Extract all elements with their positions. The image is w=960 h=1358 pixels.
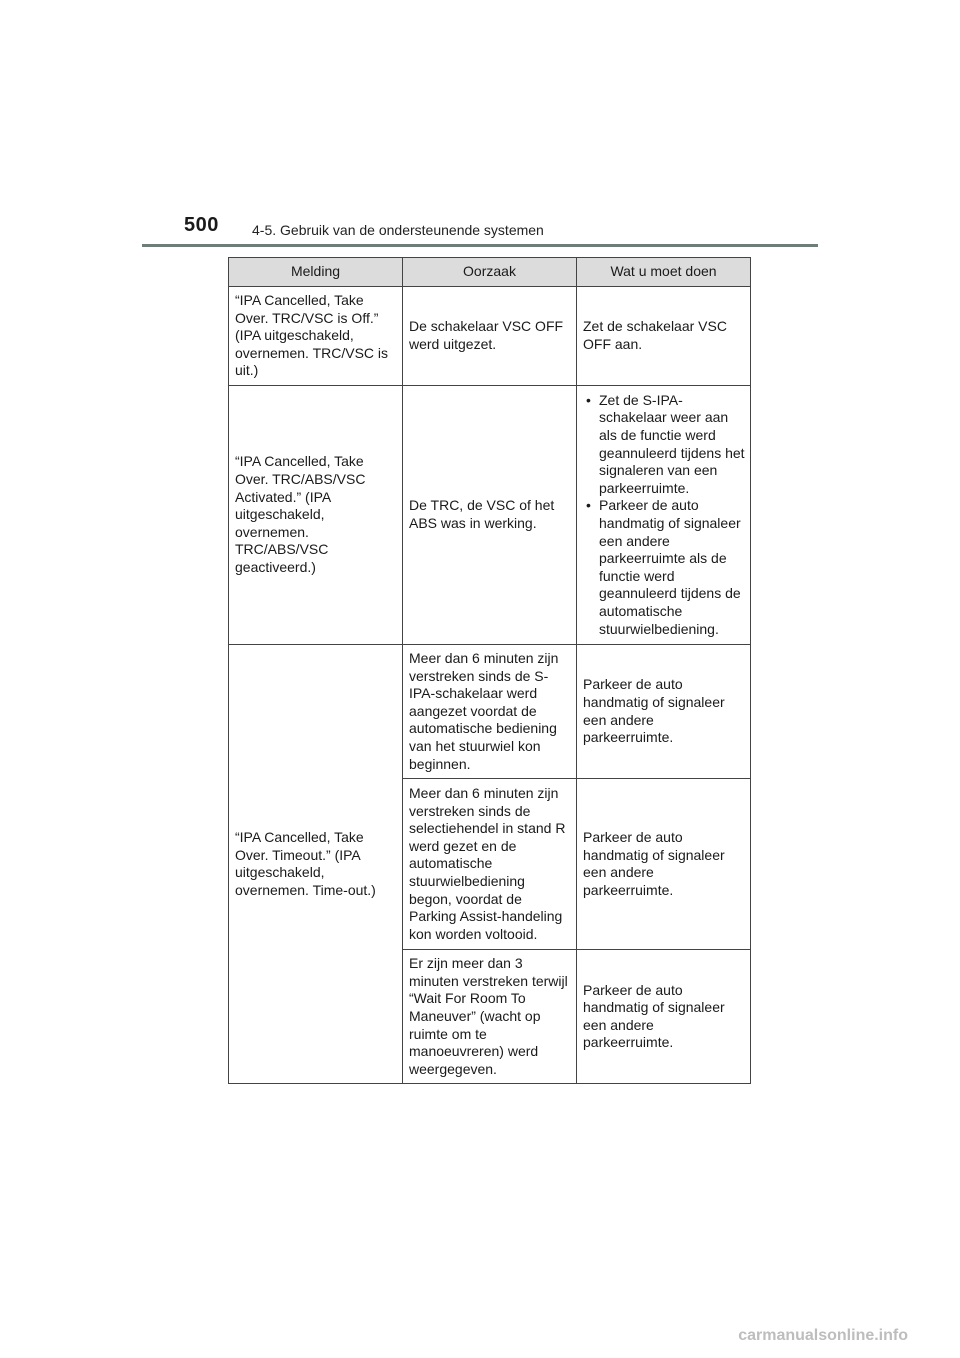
page-number: 500: [184, 214, 219, 236]
cell-melding: “IPA Cancelled, Take Over. TRC/VSC is Off.” (IPA uitgeschakeld, overnemen. TRC/VSC is uit.): [229, 287, 403, 386]
cell-melding: “IPA Cancelled, Take Over. TRC/ABS/VSC Activated.” (IPA uitgeschakeld, overnemen. TRC/ABS/VSC geactiveerd.): [229, 386, 403, 645]
cell-actie: Parkeer de auto handmatig of signaleer een andere parkeerruimte.: [577, 645, 751, 779]
cell-melding: “IPA Cancelled, Take Over. Timeout.” (IPA uitgeschakeld, overnemen. Time-out.): [229, 645, 403, 1084]
watermark: carmanualsonline.info: [738, 1327, 908, 1344]
cell-oorzaak: Er zijn meer dan 3 minuten verstreken terwijl “Wait For Room To Maneuver” (wacht op ruimte om te manoeuvreren) werd weergegeven.: [403, 950, 577, 1084]
cell-oorzaak: Meer dan 6 minuten zijn verstreken sinds de S-IPA-schakelaar werd aangezet voordat de automatische bediening van het stuurwiel kon beginnen.: [403, 645, 577, 779]
column-header-melding: Melding: [229, 258, 403, 287]
table-row: [229, 287, 751, 386]
header-divider: [142, 244, 818, 247]
table-row: [229, 645, 751, 779]
list-item: • Parkeer de auto handmatig of signaleer een andere parkeerruimte als de functie werd geannuleerd tijdens de automatische stuurwielbediening.: [583, 497, 745, 638]
cell-actie: Parkeer de auto handmatig of signaleer een andere parkeerruimte.: [577, 779, 751, 950]
cell-oorzaak: De TRC, de VSC of het ABS was in werking.: [403, 386, 577, 645]
cell-oorzaak: Meer dan 6 minuten zijn verstreken sinds de selectiehendel in stand R werd gezet en de automatische stuurwielbediening begon, voordat de Parking Assist-handeling kon worden voltooid.: [403, 779, 577, 950]
message-table: [228, 257, 751, 1084]
action-bullet-list: [583, 392, 745, 638]
cell-actie: Parkeer de auto handmatig of signaleer een andere parkeerruimte.: [577, 950, 751, 1084]
table-row: [229, 386, 751, 645]
section-title: 4-5. Gebruik van de ondersteunende systemen: [252, 222, 544, 238]
cell-actie: Zet de schakelaar VSC OFF aan.: [577, 287, 751, 386]
cell-oorzaak: De schakelaar VSC OFF werd uitgezet.: [403, 287, 577, 386]
cell-actie: [577, 386, 751, 645]
column-header-wat-u-moet-doen: Wat u moet doen: [577, 258, 751, 287]
table-header-row: [229, 258, 751, 287]
list-item: • Zet de S-IPA-schakelaar weer aan als de functie werd geannuleerd tijdens het signaleren van een parkeerruimte.: [583, 392, 745, 498]
column-header-oorzaak: Oorzaak: [403, 258, 577, 287]
